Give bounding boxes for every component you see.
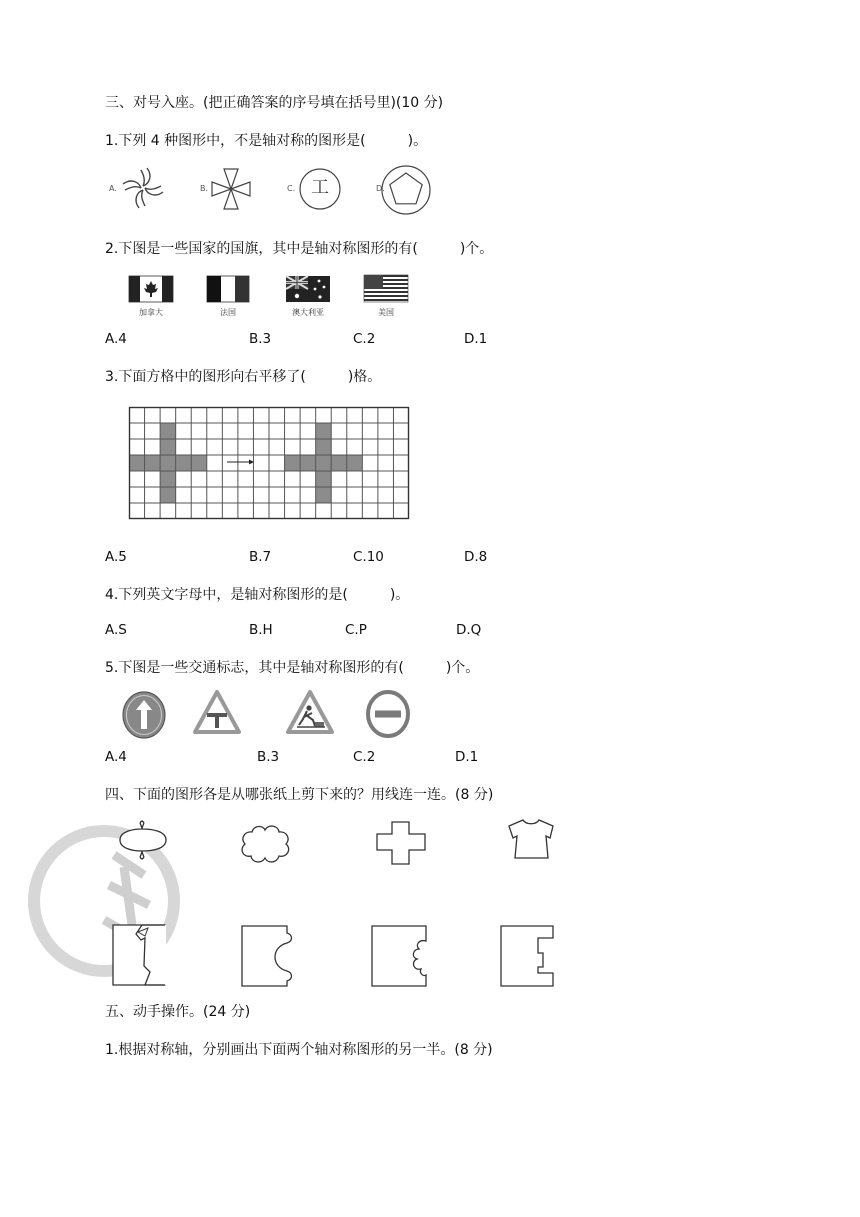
road-work-sign <box>285 689 335 735</box>
question-4-stem: 4.下列英文字母中，是轴对称图形的是( )。 <box>105 587 410 603</box>
shaded-cell <box>160 439 176 455</box>
australia-flag <box>286 276 330 302</box>
question-1-stem: 1.下列 4 种图形中，不是轴对称的图形是( )。 <box>105 133 428 149</box>
q4-option-a: A.S <box>105 622 127 638</box>
q5-option-a: A.4 <box>105 749 127 765</box>
q2-option-a: A.4 <box>105 331 127 347</box>
cut-shape-cross <box>376 821 426 865</box>
shaded-cell <box>331 455 347 471</box>
translation-grid <box>129 407 410 519</box>
flag-label-usa: 美国 <box>378 308 394 317</box>
paper-shirt-half <box>112 924 166 986</box>
section-5-heading: 五、动手操作。(24 分) <box>105 1004 251 1020</box>
q4-option-d: D.Q <box>456 622 482 638</box>
cut-shape-cloud <box>238 822 294 866</box>
flag-label-australia: 澳大利亚 <box>292 308 324 317</box>
question-2-stem: 2.下图是一些国家的国旗，其中是轴对称图形的有( )个。 <box>105 241 494 257</box>
bowtie-figure <box>210 167 252 211</box>
paper-cross-half <box>500 925 554 987</box>
option-a-label: A. <box>109 184 117 193</box>
paper-cloud-half <box>371 925 427 987</box>
pentagon-in-circle-figure <box>380 163 432 217</box>
option-b-label: B. <box>200 184 209 193</box>
shaded-cell <box>191 455 207 471</box>
q4-option-b: B.H <box>249 622 273 638</box>
q3-option-d: D.8 <box>464 549 488 565</box>
shaded-cell <box>316 423 332 439</box>
question-5-stem: 5.下图是一些交通标志，其中是轴对称图形的有( )个。 <box>105 660 480 676</box>
no-entry-sign <box>366 690 410 738</box>
flag-label-france: 法国 <box>220 308 236 317</box>
t-junction-sign <box>193 689 241 735</box>
shaded-cell <box>160 423 176 439</box>
q2-option-d: D.1 <box>464 331 488 347</box>
shaded-cell <box>160 487 176 503</box>
q2-option-c: C.2 <box>353 331 376 347</box>
shaded-cell <box>145 455 161 471</box>
shaded-cell <box>160 471 176 487</box>
shaded-cell <box>316 455 332 471</box>
question-3-stem: 3.下面方格中的图形向右平移了( )格。 <box>105 369 382 385</box>
shaded-cell <box>129 455 145 471</box>
arrow-right-icon <box>227 460 254 465</box>
shaded-cell <box>316 439 332 455</box>
shaded-cell <box>160 455 176 471</box>
usa-flag <box>364 275 408 302</box>
flag-label-canada: 加拿大 <box>139 308 163 317</box>
shaded-cell <box>347 455 363 471</box>
cut-shape-tshirt <box>508 818 554 860</box>
paper-oval-half <box>241 925 297 987</box>
q5-option-c: C.2 <box>353 749 376 765</box>
shaded-cell <box>285 455 301 471</box>
pinwheel-figure <box>120 165 166 211</box>
q3-option-c: C.10 <box>353 549 384 565</box>
straight-ahead-sign <box>121 690 167 740</box>
q5-option-b: B.3 <box>257 749 280 765</box>
gong-character: 工 <box>311 177 329 198</box>
shaded-cell <box>316 471 332 487</box>
shaded-cell <box>176 455 192 471</box>
shaded-cell <box>300 455 316 471</box>
section-4-heading: 四、下面的图形各是从哪张纸上剪下来的？用线连一连。(8 分) <box>105 787 494 803</box>
q3-option-b: B.7 <box>249 549 272 565</box>
cut-shape-oval-tabs <box>108 819 176 861</box>
q4-option-c: C.P <box>345 622 367 638</box>
q3-option-a: A.5 <box>105 549 127 565</box>
q2-option-b: B.3 <box>249 331 272 347</box>
q5-option-d: D.1 <box>455 749 479 765</box>
canada-flag <box>129 276 173 302</box>
option-c-label: C. <box>287 184 296 193</box>
shaded-cell <box>316 487 332 503</box>
section-3-heading: 三、对号入座。(把正确答案的序号填在括号里)(10 分) <box>105 95 444 111</box>
section-5-question-1-stem: 1.根据对称轴，分别画出下面两个轴对称图形的另一半。(8 分) <box>105 1042 493 1058</box>
option-d-label: D. <box>376 184 385 193</box>
france-flag <box>207 276 249 302</box>
